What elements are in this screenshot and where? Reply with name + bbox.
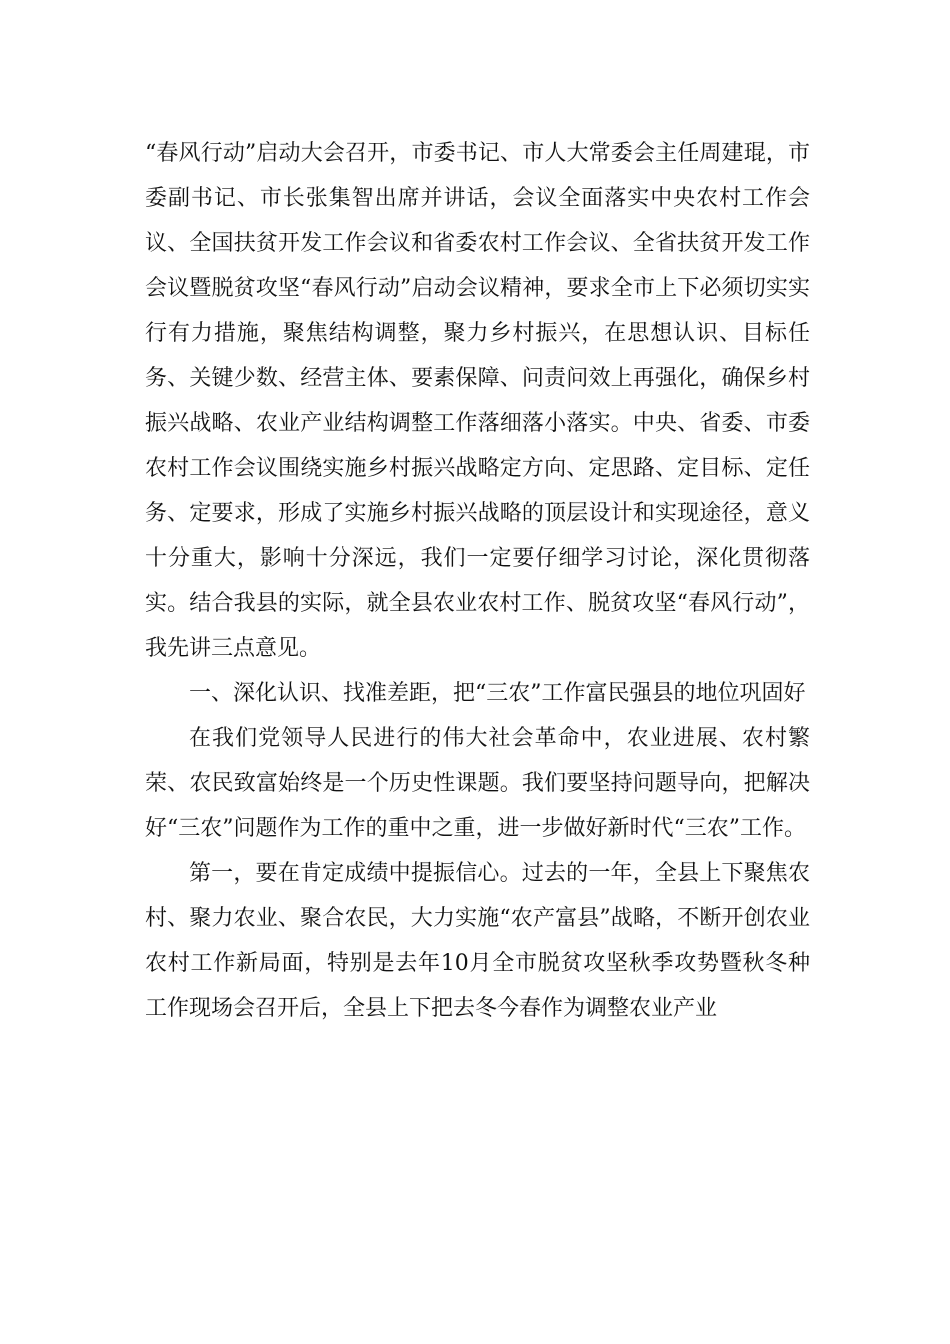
- document-body: [145, 131, 810, 1031]
- paragraph-three-rural: 在我们党领导人民进行的伟大社会革命中，农业进展、农村繁荣、农民致富始终是一个历史性课题。我们要坚持问题导向，把解决好“三农”问题作为工作的重中之重，进一步做好新时代“三农”工作。: [145, 726, 810, 841]
- section-heading-one: 一、深化认识、找准差距，把“三农”工作富民强县的地位巩固好: [189, 681, 806, 706]
- paragraph-continued-intro: “春风行动”启动大会召开，市委书记、市人大常委会主任周建琨，市委副书记、市长张集智出席并讲话，会议全面落实中央农村工作会议、全国扶贫开发工作会议和省委农村工作会议、全省扶贫开发工作会议暨脱贫攻坚“春风行动”启动会议精神，要求全市上下必须切实实行有力措施，聚焦结构调整，聚力乡村振兴，在思想认识、目标任务、关键少数、经营主体、要素保障、问责问效上再强化，确保乡村振兴战略、农业产业结构调整工作落细落小落实。中央、省委、市委农村工作会议围绕实施乡村振兴战略定方向、定思路、定目标、定任务、定要求，形成了实施乡村振兴战略的顶层设计和实现途径，意义十分重大，影响十分深远，我们一定要仔细学习讨论，深化贯彻落实。结合我县的实际，就全县农业农村工作、脱贫攻坚“春风行动”，我先讲三点意见。: [145, 141, 810, 661]
- paragraph-first-point: 第一，要在肯定成绩中提振信心。过去的一年，全县上下聚焦农村、聚力农业、聚合农民，大力实施“农产富县”战略，不断开创农业农村工作新局面，特别是去年10月全市脱贫攻坚秋季攻势暨秋冬种工作现场会召开后，全县上下把去冬今春作为调整农业产业: [145, 861, 810, 1021]
